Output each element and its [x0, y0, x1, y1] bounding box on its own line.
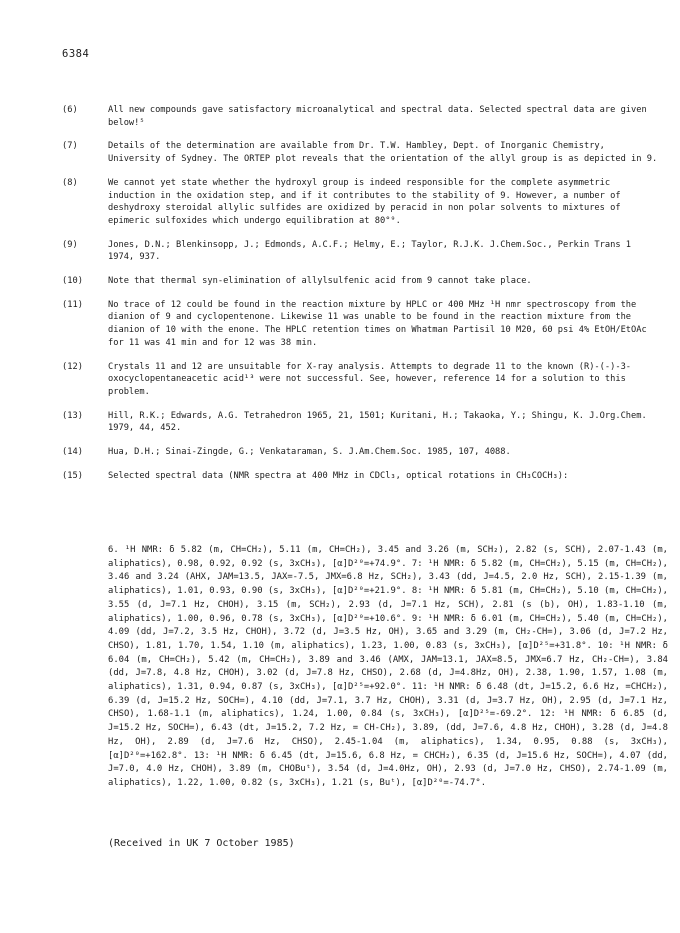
- footnote-7: [62, 140, 662, 165]
- footnote-number: (15): [62, 470, 83, 481]
- footnote-10: [62, 275, 662, 288]
- footnote-9: [62, 239, 662, 264]
- footnote-text: Selected spectral data (NMR spectra at 400 MHz in CDCl₃, optical rotations in CH₃COCH₃):: [108, 470, 569, 481]
- footnote-8: [62, 177, 662, 228]
- page-number: 6384: [62, 48, 90, 60]
- footnote-6: [62, 104, 662, 129]
- footnote-number: (8): [62, 177, 78, 188]
- footnote-number: (11): [62, 299, 83, 310]
- spectral-data-paragraph: 6. ¹H NMR: δ 5.82 (m, CH=CH₂), 5.11 (m, CH=CH₂), 3.45 and 3.26 (m, SCH₂), 2.82 (s, SCH), 2.07-1.43 (m, aliphatics), 0.98, 0.92, 0.92 (s, 3xCH₃), [α]D²⁰=+74.9°. 7: ¹H NMR: δ 5.82 (m, CH=CH₂), 5.15 (m, CH=CH₂), 3.46 and 3.24 (AHX, JAM=13.5, JAX=-7.5, JMX=6.8 Hz, SCH₂), 3.43 (dd, J=4.5, 2.0 Hz, SCH), 2.15-1.39 (m, aliphatics), 1.01, 0.93, 0.90 (s, 3xCH₃), [α]D²⁰=+21.9°. 8: ¹H NMR: δ 5.81 (m, CH=CH₂), 5.10 (m, CH=CH₂), 3.55 (d, J=7.1 Hz, CHOH), 3.15 (m, SCH₂), 2.93 (d, J=7.1 Hz, SCH), 2.81 (s (b), OH), 1.83-1.10 (m, aliphatics), 1.00, 0.96, 0.78 (s, 3xCH₃), [α]D²⁰=+10.6°. 9: ¹H NMR: δ 6.01 (m, CH=CH₂), 5.40 (m, CH=CH₂), 4.09 (dd, J=7.2, 3.5 Hz, CHOH), 3.72 (d, J=3.5 Hz, OH), 3.65 and 3.29 (m, CH₂-CH=), 3.06 (d, J=7.2 Hz, CHSO), 1.81, 1.70, 1.54, 1.10 (m, aliphatics), 1.23, 1.00, 0.83 (s, 3xCH₃), [α]D²⁵=+31.8°. 10: ¹H NMR: δ 6.04 (m, CH=CH₂), 5.42 (m, CH=CH₂), 3.89 and 3.46 (AMX, JAM=13.1, JAX=8.5, JMX=6.7 Hz, CH₂-CH=), 3.84 (dd, J=7.8, 4.8 Hz, CHOH), 3.02 (d, J=7.8 Hz, CHSO), 2.68 (d, J=4.8Hz, OH), 2.38, 1.90, 1.57, 1.08 (m, aliphatics), 1.31, 0.94, 0.87 (s, 3xCH₃), [α]D²⁵=+92.0°. 11: ¹H NMR: δ 6.48 (dt, J=15.2, 6.6 Hz, =CHCH₂), 6.39 (d, J=15.2 Hz, SOCH=), 4.10 (dd, J=7.1, 3.7 Hz, CHOH), 3.31 (d, J=3.7 Hz, OH), 2.95 (d, J=7.1 Hz, CHSO), 1.68-1.1 (m, aliphatics), 1.24, 1.00, 0.84 (s, 3xCH₃), [α]D²⁵=-69.2°. 12: ¹H NMR: δ 6.85 (d, J=15.2 Hz, SOCH=), 6.43 (dt, J=15.2, 7.2 Hz, = CH-CH₂), 3.89, (dd, J=7.6, 4.8 Hz, CHOH), 3.28 (d, J=4.8 Hz, OH), 2.89 (d, J=7.6 Hz, CHSO), 2.45-1.04 (m, aliphatics), 1.34, 0.95, 0.88 (s, 3xCH₃), [α]D²⁰=+162.8°. 13: ¹H NMR: δ 6.45 (dt, J=15.6, 6.8 Hz, = CHCH₂), 6.35 (d, J=15.6 Hz, SOCH=), 4.07 (dd, J=7.0, 4.0 Hz, CHOH), 3.89 (m, CHOBuᵗ), 3.54 (d, J=4.0Hz, OH), 2.93 (d, J=7.0 Hz, CHSO), 2.74-1.09 (m, aliphatics), 1.22, 1.00, 0.82 (s, 3xCH₃), 1.21 (s, Buᵗ), [α]D²⁰=-74.7°.: [108, 545, 668, 788]
- received-date: (Received in UK 7 October 1985): [108, 838, 295, 849]
- footnote-number: (14): [62, 447, 83, 458]
- footnote-11: [62, 299, 662, 350]
- footnote-14: [62, 446, 662, 459]
- footnote-12: [62, 361, 662, 399]
- footnote-text: Crystals 11 and 12 are unsuitable for X-ray analysis. Attempts to degrade 11 to the known (R)-(-)-3-oxocyclopentaneacetic acid¹³ were not successful. See, however, reference 14 for a solution to this problem.: [108, 361, 632, 397]
- footnote-number: (12): [62, 361, 83, 372]
- footnote-number: (6): [62, 105, 78, 115]
- footnote-number: (9): [62, 239, 78, 250]
- footnote-text: Note that thermal syn-elimination of allylsulfenic acid from 9 cannot take place.: [108, 276, 532, 287]
- footnote-15: [62, 470, 662, 483]
- footnote-number: (7): [62, 141, 78, 152]
- footnote-text: We cannot yet state whether the hydroxyl group is indeed responsible for the complete asymmetric induction in the oxidation step, and if it contributes to the stability of 9. However, a number of deshydroxy steroidal allylic sulfides are oxidized by peracid in non polar solvents to mixtures of epimeric sulfoxides which undergo equilibration at 80°⁹.: [108, 177, 621, 226]
- footnote-text: No trace of 12 could be found in the reaction mixture by HPLC or 400 MHz ¹H nmr spectroscopy from the dianion of 9 and cyclopentenone. Likewise 11 was unable to be found in the reaction mixture from the dianion of 10 with the enone. The HPLC retention times on Whatman Partisil 10 M20, 60 psi 4% EtOH/EtOAc for 11 was 41 min and for 12 was 38 min.: [108, 299, 647, 348]
- footnotes-list: [62, 104, 662, 493]
- footnote-text: Details of the determination are available from Dr. T.W. Hambley, Dept. of Inorganic Chemistry, University of Sydney. The ORTEP plot reveals that the orientation of the allyl group is as depicted in 9.: [108, 141, 658, 165]
- footnote-text: Hua, D.H.; Sinai-Zingde, G.; Venkataraman, S. J.Am.Chem.Soc. 1985, 107, 4088.: [108, 447, 511, 458]
- footnote-text: Jones, D.N.; Blenkinsopp, J.; Edmonds, A.C.F.; Helmy, E.; Taylor, R.J.K. J.Chem.Soc., Perkin Trans 1 1974, 937.: [108, 239, 632, 263]
- footnote-text: Hill, R.K.; Edwards, A.G. Tetrahedron 1965, 21, 1501; Kuritani, H.; Takaoka, Y.; Shingu, K. J.Org.Chem. 1979, 44, 452.: [108, 410, 647, 434]
- footnote-text: All new compounds gave satisfactory microanalytical and spectral data. Selected spectral data are given below!⁵: [108, 105, 647, 128]
- footnote-number: (10): [62, 276, 83, 287]
- footnote-number: (13): [62, 410, 83, 421]
- footnote-13: [62, 410, 662, 435]
